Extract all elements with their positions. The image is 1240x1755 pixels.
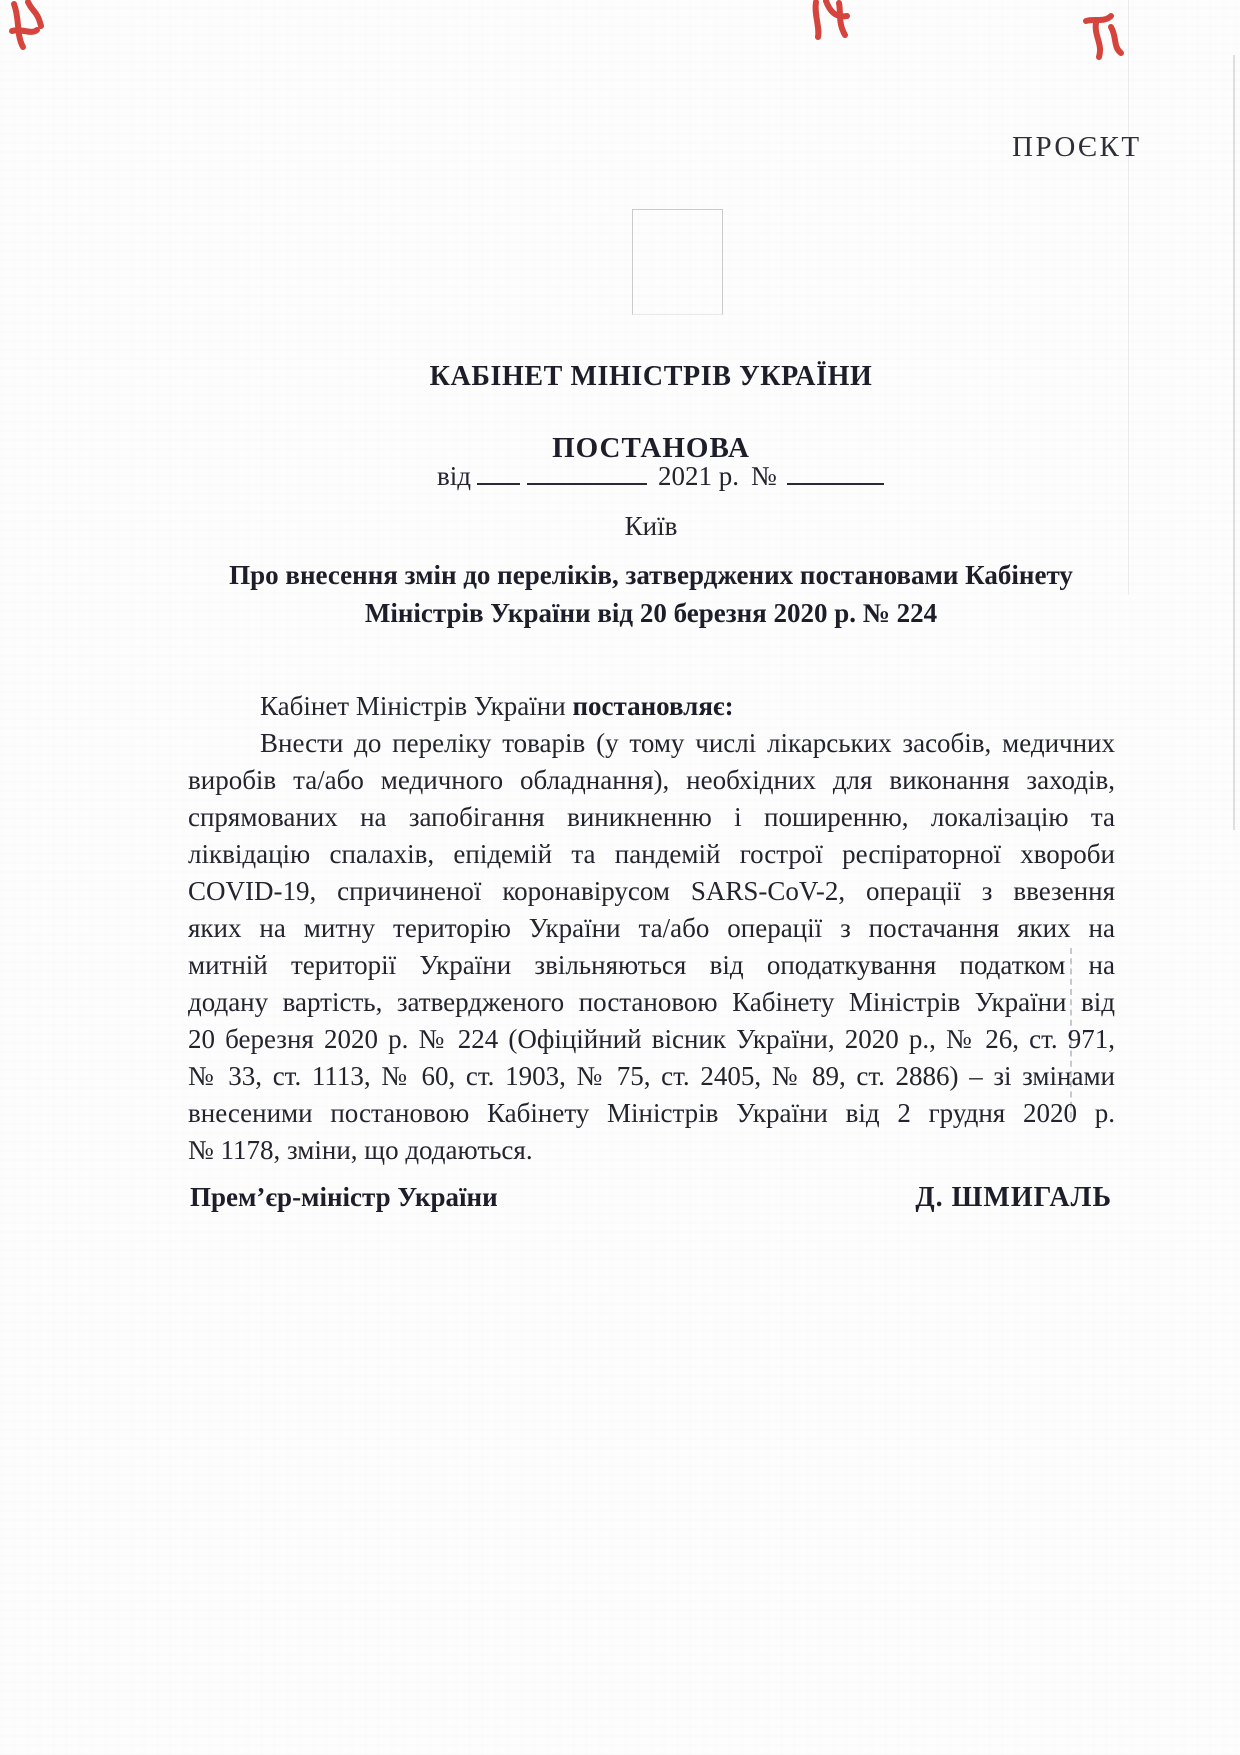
- body-lines-container: [188, 725, 1115, 1169]
- body-line: Внести до переліку товарів (у тому числі лікарських засобів, медичних: [260, 728, 1115, 758]
- red-scribble-mark-top-center: [810, 0, 856, 42]
- body-line: спрямованих на запобігання виникненню і поширенню, локалізацію та: [188, 802, 1115, 832]
- doc-type-heading: ПОСТАНОВА: [552, 432, 750, 464]
- date-day-blank: [477, 461, 520, 485]
- date-prefix-label: від: [437, 461, 471, 491]
- body-line: COVID-19, спричиненої коронавірусом SARS-CoV-2, операції з ввезення: [188, 876, 1115, 906]
- preamble-verb: постановляє:: [572, 691, 734, 721]
- org-name-heading: КАБІНЕТ МІНІСТРІВ УКРАЇНИ: [429, 361, 873, 392]
- body-line: ліквідацію спалахів, епідемій та пандемій гострої респіраторної хвороби: [188, 839, 1115, 869]
- preamble-line: [188, 688, 1115, 725]
- body-line: № 33, ст. 1113, № 60, ст. 1903, № 75, ст. 2405, № 89, ст. 2886) – зі змінами: [188, 1061, 1115, 1091]
- red-scribble-mark-top-right: [1082, 12, 1126, 60]
- preamble-lead: Кабінет Міністрів України: [260, 691, 573, 721]
- body-line: № 1178, зміни, що додаються.: [188, 1135, 533, 1165]
- scan-edge-line: [1233, 55, 1235, 830]
- date-month-blank: [527, 461, 647, 485]
- body-paragraph: [188, 688, 1115, 1169]
- red-scribble-mark-top-left: [6, 0, 52, 52]
- body-line: виробів та/або медичного обладнання), необхідних для виконання заходів,: [188, 765, 1115, 795]
- body-line: митній території України звільняються від оподаткування податком на: [188, 950, 1115, 980]
- body-line: яких на митну територію України та/або операції з постачання яких на: [188, 913, 1115, 943]
- date-year-label: 2021 р.: [658, 461, 739, 491]
- project-draft-label: ПРОЄКТ: [1012, 131, 1142, 163]
- body-line: 20 березня 2020 р. № 224 (Офіційний вісник України, 2020 р., № 26, ст. 971,: [188, 1024, 1115, 1054]
- signer-name-label: Д. ШМИГАЛЬ: [915, 1182, 1112, 1213]
- document-title-line1: Про внесення змін до переліків, затверджених постановами Кабінету: [229, 560, 1073, 590]
- signer-position-label: Прем’єр-міністр України: [190, 1182, 498, 1212]
- document-title-line2: Міністрів України від 20 березня 2020 р. № 224: [364, 598, 938, 628]
- body-line: внесеними постановою Кабінету Міністрів України від 2 грудня 2020 р.: [188, 1098, 1115, 1128]
- emblem-placeholder-box: [632, 209, 723, 315]
- document-title: [186, 556, 1116, 632]
- scan-vertical-streak: [1128, 0, 1129, 595]
- date-number-line: [437, 461, 884, 492]
- body-line: додану вартість, затвердженого постановою Кабінету Міністрів України від: [188, 987, 1115, 1017]
- doc-number-blank: [787, 461, 884, 485]
- number-sign: №: [751, 461, 777, 491]
- signature-row: [190, 1182, 1112, 1214]
- city-label: Київ: [624, 511, 678, 541]
